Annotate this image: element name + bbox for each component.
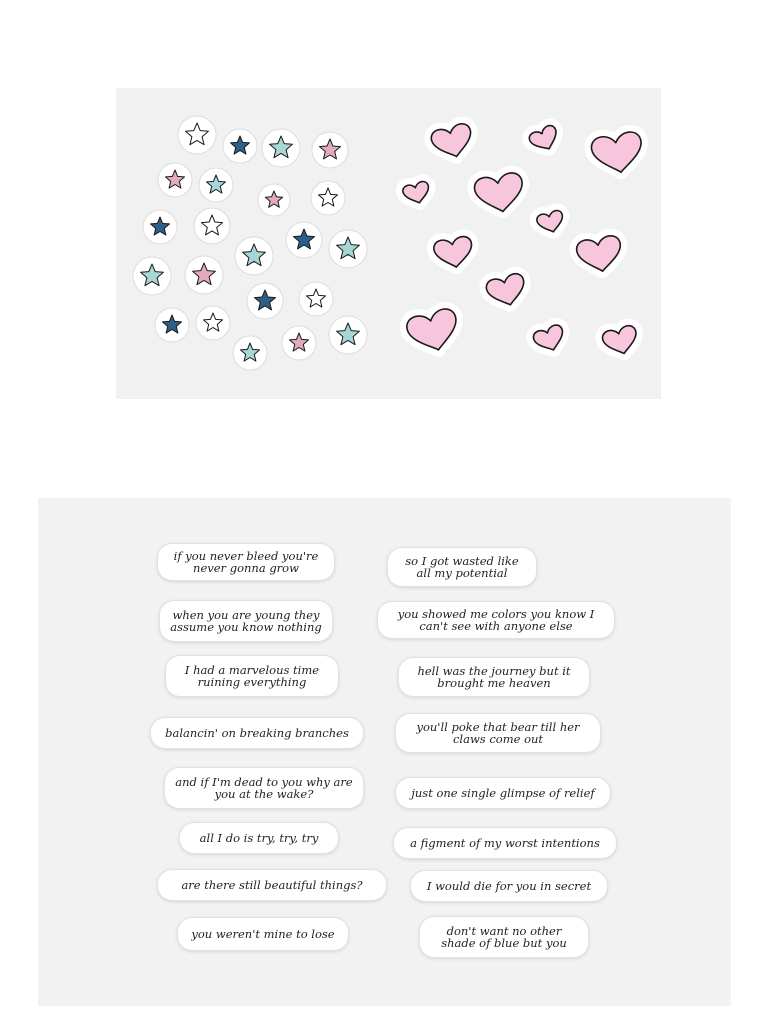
quote-sticker: hell was the journey but it brought me heaven bbox=[399, 658, 589, 696]
heart-sticker bbox=[532, 323, 568, 355]
quote-sticker: so I got wasted like all my potential bbox=[388, 548, 536, 586]
quote-sticker: balancin' on breaking branches bbox=[151, 718, 363, 748]
quote-sticker: are there still beautiful things? bbox=[158, 870, 386, 900]
quote-sticker: if you never bleed you're never gonna grow bbox=[158, 544, 334, 580]
quote-sticker: and if I'm dead to you why are you at the wake? bbox=[165, 768, 363, 808]
quote-sticker: don't want no other shade of blue but you bbox=[420, 917, 588, 957]
quote-sticker: a figment of my worst intentions bbox=[394, 828, 616, 858]
heart-sticker bbox=[473, 171, 527, 215]
heart-sticker bbox=[527, 124, 561, 155]
heart-stickers-group bbox=[402, 122, 646, 358]
heart-sticker bbox=[575, 234, 624, 275]
heart-sticker bbox=[433, 235, 475, 270]
quote-sticker: you weren't mine to lose bbox=[178, 918, 348, 950]
heart-sticker bbox=[536, 209, 566, 235]
quote-sticker: when you are young they assume you know nothing bbox=[160, 601, 332, 641]
quote-sticker: I had a marvelous time ruining everything bbox=[166, 656, 338, 696]
heart-sticker bbox=[402, 180, 432, 206]
quote-sticker: just one single glimpse of relief bbox=[396, 778, 610, 808]
heart-sticker bbox=[601, 324, 641, 358]
quote-sticker-sheet bbox=[38, 498, 731, 1006]
quote-sticker: you'll poke that bear till her claws come out bbox=[396, 714, 600, 752]
quote-sticker: I would die for you in secret bbox=[411, 871, 607, 901]
star-heart-sticker-sheet bbox=[116, 88, 661, 399]
quote-sticker: all I do is try, try, try bbox=[180, 823, 338, 853]
heart-sticker bbox=[590, 130, 646, 176]
star-stickers-group bbox=[133, 116, 367, 370]
heart-sticker bbox=[404, 307, 462, 357]
heart-sticker bbox=[429, 122, 476, 162]
heart-sticker bbox=[485, 272, 529, 310]
quote-sticker: you showed me colors you know I can't see with anyone else bbox=[378, 602, 614, 638]
sticker-decor-svg bbox=[116, 88, 661, 399]
